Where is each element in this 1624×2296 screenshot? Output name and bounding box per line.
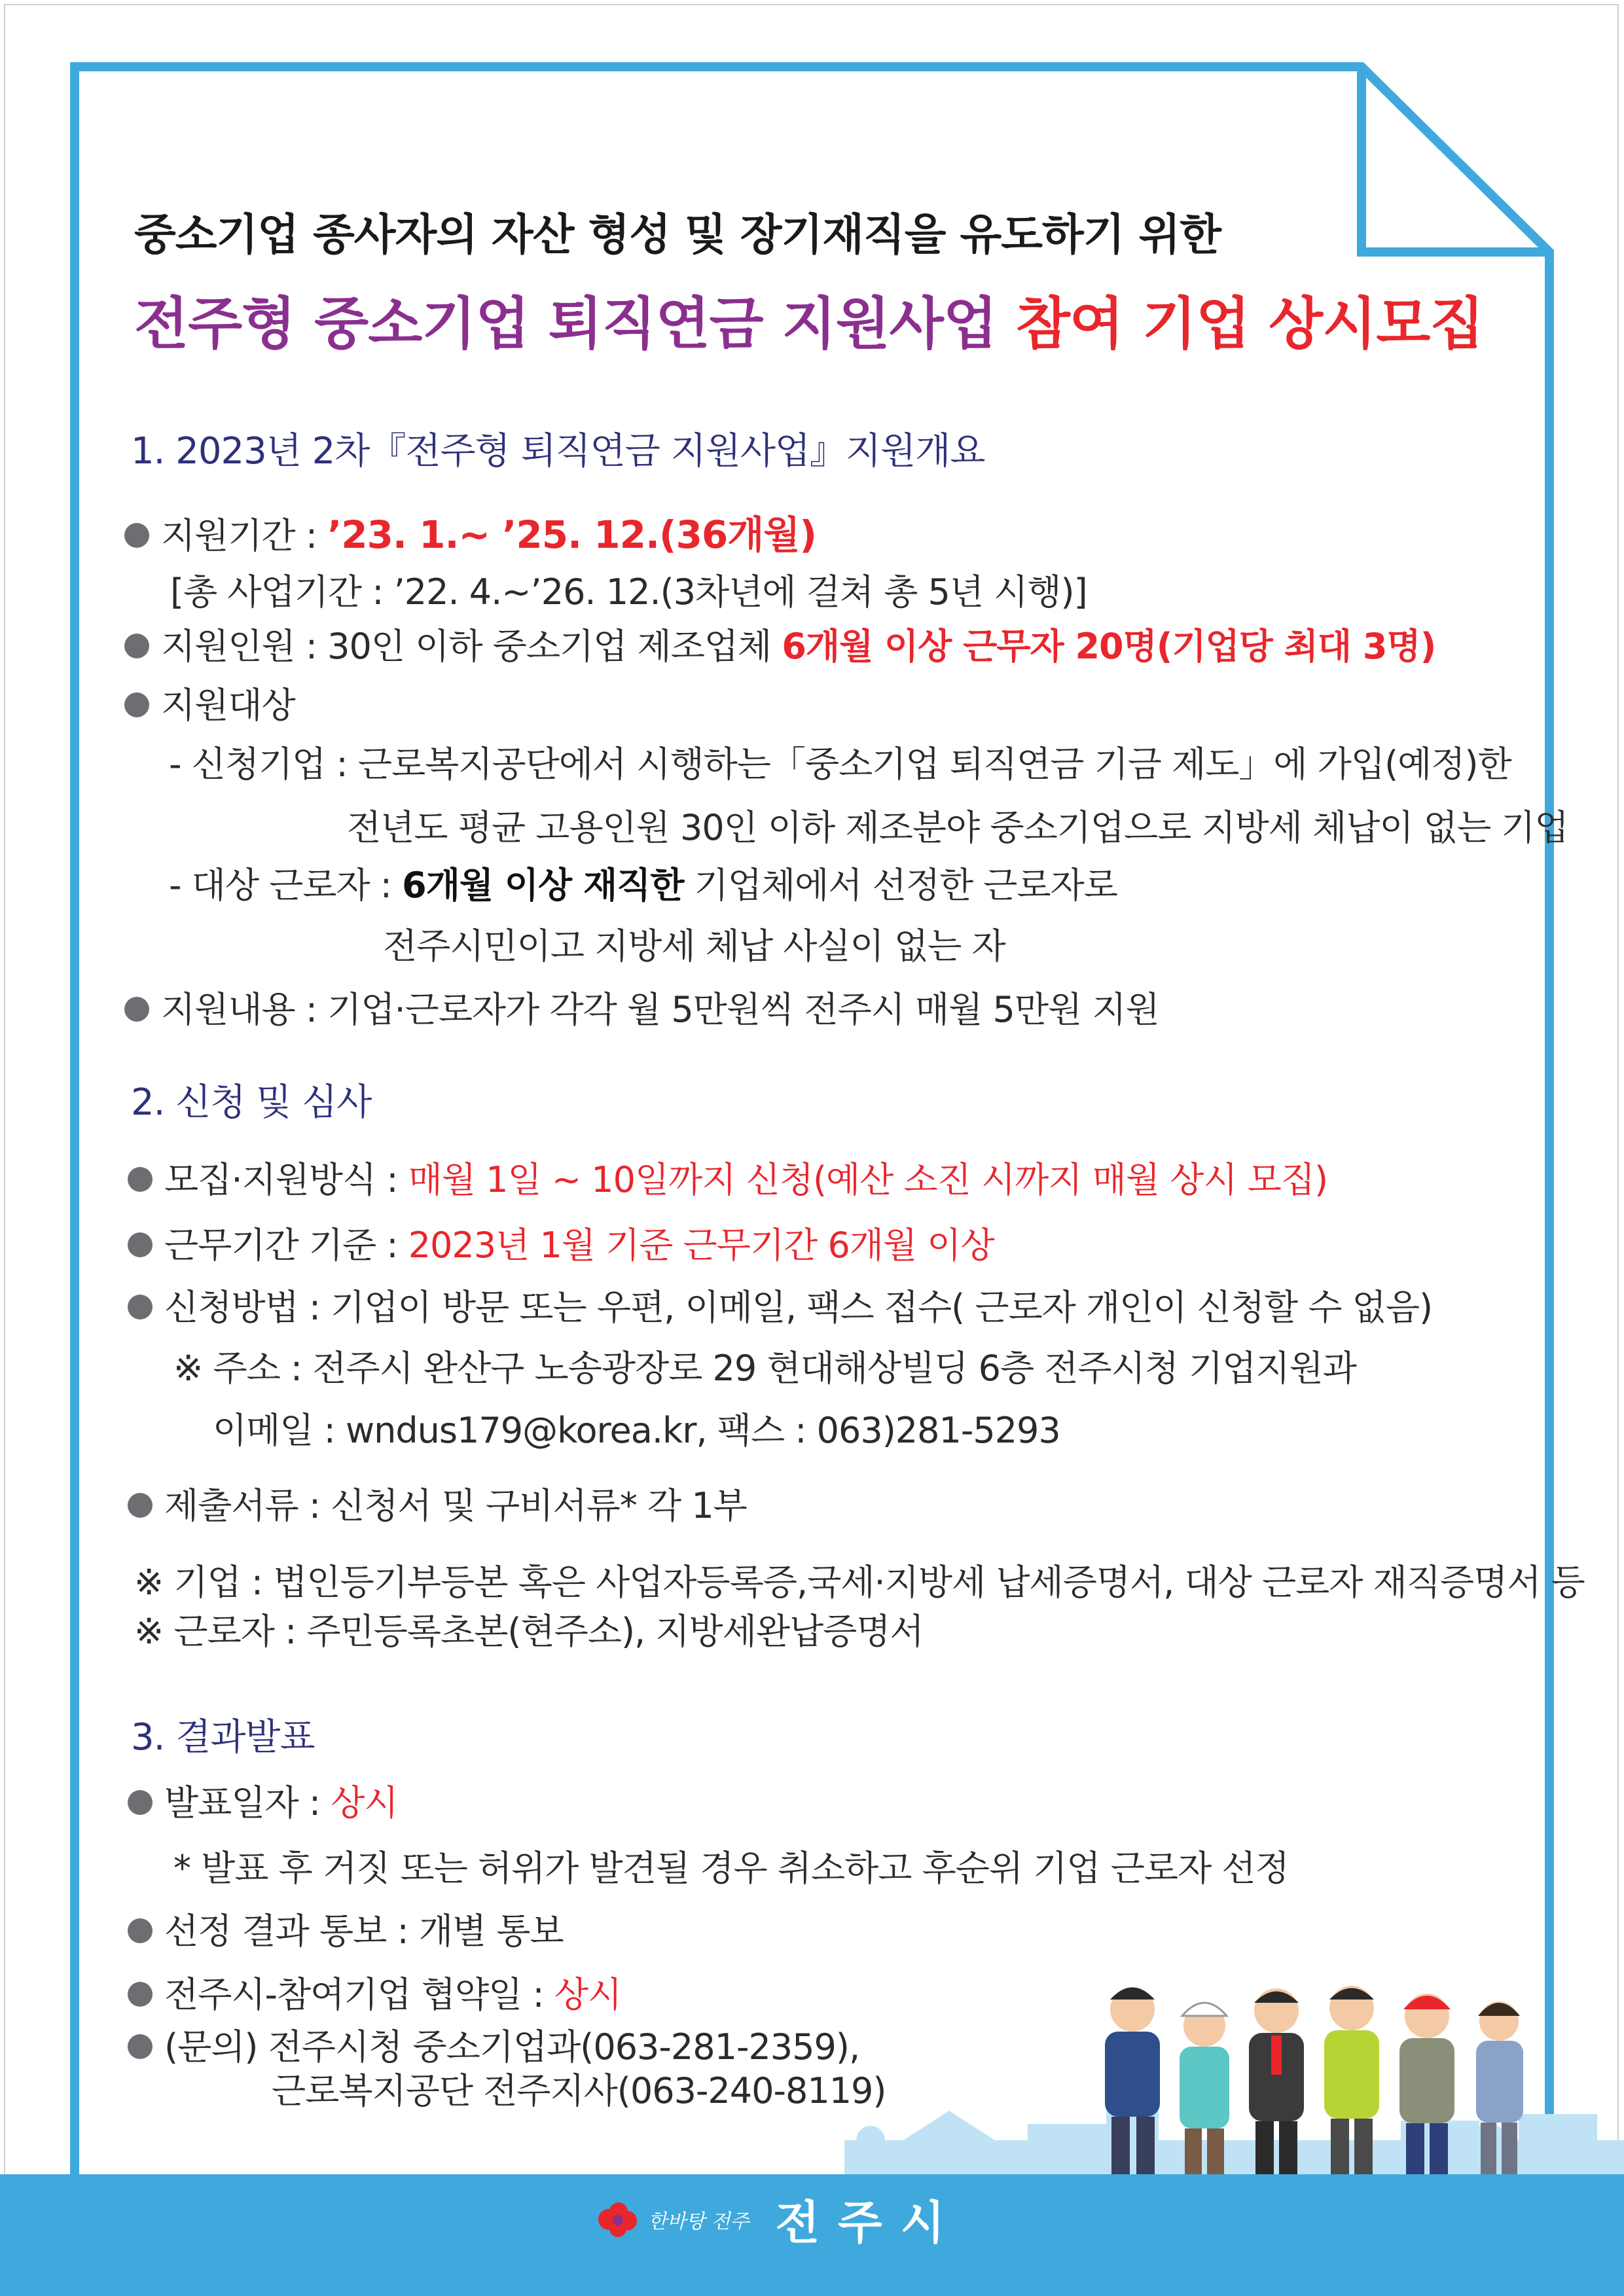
bullet-icon	[124, 634, 149, 658]
result-notice: 선정 결과 통보 : 개별 통보	[128, 1903, 564, 1954]
footer-slogan: 한바탕 전주	[648, 2210, 749, 2233]
support-content: 지원내용 : 기업·근로자가 각각 월 5만원씩 전주시 매월 5만원 지원	[124, 982, 1159, 1032]
section3-heading: 3. 결과발표	[131, 1716, 315, 1759]
bullet-icon	[128, 1167, 153, 1192]
jeonju-logo	[589, 2186, 963, 2252]
announce-note: * 발표 후 거짓 또는 허위가 발견될 경우 취소하고 후순위 기업 근로자 선정	[173, 1848, 1289, 1889]
apply-method: 신청방법 : 기업이 방문 또는 우편, 이메일, 팩스 접수( 근로자 개인이 신청할 수 없음)	[128, 1280, 1432, 1330]
bullet-icon	[128, 1918, 153, 1943]
inquiry-2: 근로복지공단 전주지사(063-240-8119)	[272, 2070, 886, 2111]
title-main: 전주형 중소기업 퇴직연금 지원사업	[134, 291, 997, 357]
target-company-1: - 신청기업 : 근로복지공단에서 시행하는「중소기업 퇴직연금 기금 제도」에 가입(예정)한	[169, 744, 1511, 785]
poster-title	[134, 278, 1483, 359]
footer-city-name: 전주시	[775, 2196, 964, 2250]
email-fax: 이메일 : wndus179@korea.kr, 팩스 : 063)281-5293	[213, 1410, 1060, 1451]
target-worker-bold: 6개월 이상 재직한	[402, 865, 684, 906]
period-note: [총 사업기간 : ’22. 4.~’26. 12.(3차년에 걸쳐 총 5년 시행)]	[170, 571, 1087, 613]
bullet-icon	[124, 997, 149, 1022]
bullet-icon	[124, 692, 149, 717]
agreement-value: 상시	[554, 1974, 622, 2015]
address: ※ 주소 : 전주시 완산구 노송광장로 29 현대해상빌딩 6층 전주시청 기업지원과	[173, 1348, 1356, 1389]
bullet-icon	[128, 1982, 153, 2007]
support-period: 지원기간 : ’23. 1.~ ’25. 12.(36개월)	[124, 504, 816, 559]
support-target: 지원대상	[124, 677, 295, 728]
period-value: ’23. 1.~ ’25. 12.(36개월)	[327, 512, 816, 557]
bullet-icon	[128, 1232, 153, 1257]
inquiry-1: (문의) 전주시청 중소기업과(063-281-2359),	[128, 2019, 859, 2070]
announce-value: 상시	[331, 1782, 398, 1823]
poster-subtitle: 중소기업 종사자의 자산 형성 및 장기재직을 유도하기 위한	[134, 209, 1221, 260]
agreement-date: 전주시-참여기업 협약일 : 상시	[128, 1967, 621, 2017]
docs-company: ※ 기업 : 법인등기부등본 혹은 사업자등록증,국세·지방세 납세증명서, 대상 근로자 재직증명서 등	[134, 1562, 1585, 1603]
section1-heading: 1. 2023년 2차『전주형 퇴직연금 지원사업』지원개요	[131, 430, 985, 473]
target-worker-1: - 대상 근로자 : 6개월 이상 재직한 기업체에서 선정한 근로자로	[169, 865, 1117, 906]
flower-emblem-icon	[589, 2193, 648, 2246]
bullet-icon	[128, 1790, 153, 1815]
work-value: 2023년 1월 기준 근무기간 6개월 이상	[408, 1225, 994, 1266]
target-company-2: 전년도 평균 고용인원 30인 이하 제조분야 중소기업으로 지방세 체납이 없는 기업	[347, 807, 1568, 848]
docs-worker: ※ 근로자 : 주민등록초본(현주소), 지방세완납증명서	[134, 1611, 924, 1652]
bullet-icon	[128, 1295, 153, 1319]
recruit-value: 매월 1일 ~ 10일까지 신청(예산 소진 시까지 매월 상시 모집)	[408, 1159, 1328, 1200]
submit-docs: 제출서류 : 신청서 및 구비서류* 각 1부	[128, 1478, 747, 1528]
target-worker-2: 전주시민이고 지방세 체납 사실이 없는 자	[383, 925, 1005, 967]
section2-heading: 2. 신청 및 심사	[131, 1081, 372, 1124]
announce-date: 발표일자 : 상시	[128, 1775, 398, 1825]
recruit-method: 모집·지원방식 : 매월 1일 ~ 10일까지 신청(예산 소진 시까지 매월 상시 모집)	[128, 1152, 1327, 1202]
support-people: 지원인원 : 30인 이하 중소기업 제조업체 6개월 이상 근무자 20명(기업당 최대 3명)	[124, 619, 1435, 669]
title-recruit: 참여 기업 상시모집	[1015, 291, 1484, 357]
work-period-criteria: 근무기간 기준 : 2023년 1월 기준 근무기간 6개월 이상	[128, 1217, 994, 1268]
bullet-icon	[124, 523, 149, 548]
bullet-icon	[128, 2034, 153, 2059]
workers-illustration	[831, 1964, 1624, 2186]
people-value: 6개월 이상 근무자 20명(기업당 최대 3명)	[782, 626, 1436, 667]
bullet-icon	[128, 1493, 153, 1518]
